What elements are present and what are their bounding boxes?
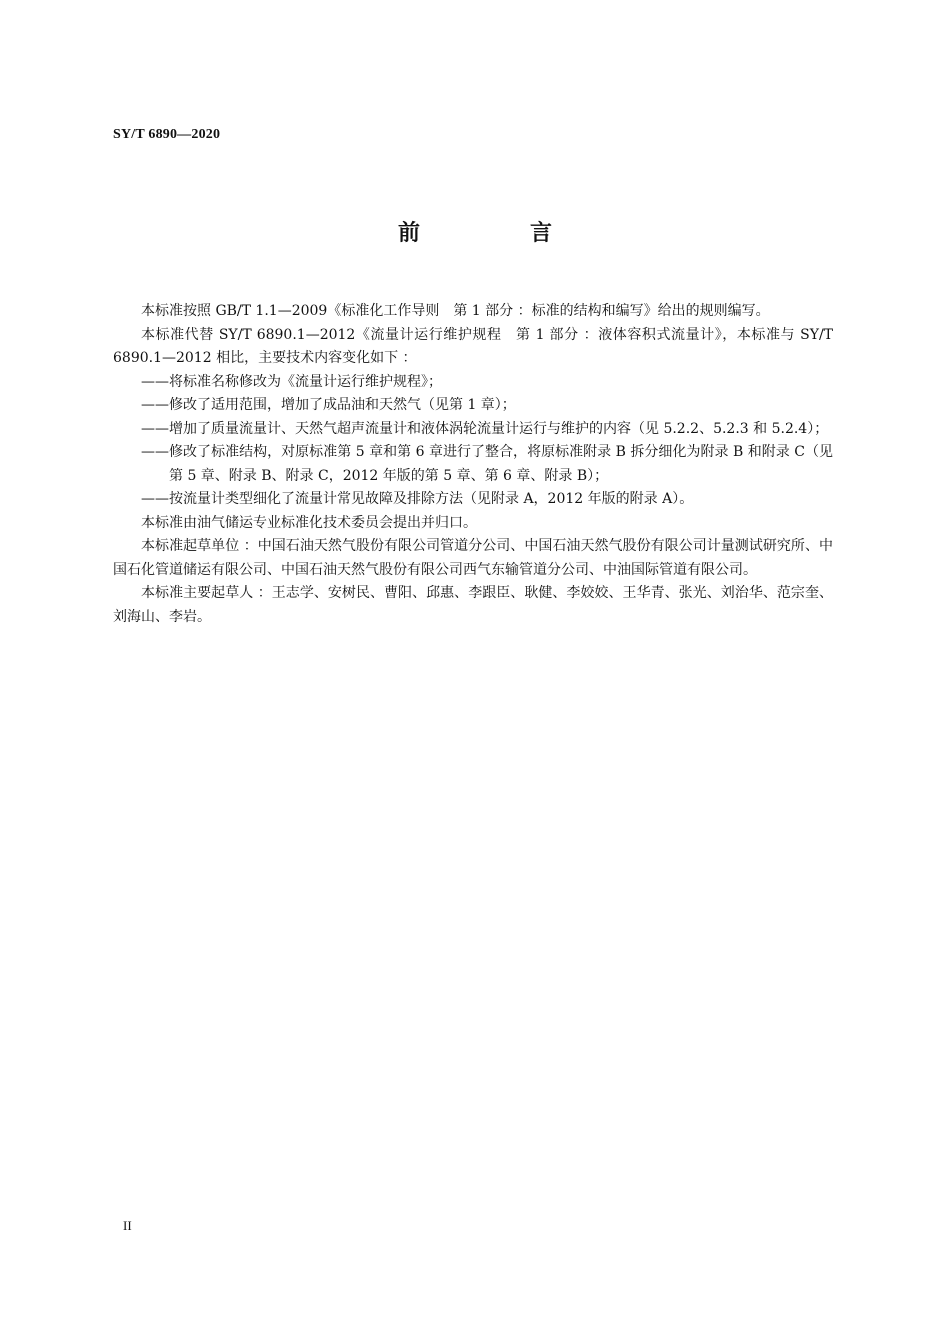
paragraph-drafting-rules: 本标准按照 GB/T 1.1—2009《标准化工作导则 第 1 部分 ：标准的结构和编写》给出的规则编写。 <box>141 303 770 319</box>
paragraph-replacement: 本标准代替 SY/T 6890.1—2012《流量计运行维护规程 第 1 部分 ：液体容积式流量计》，本标准与 SY/T 6890.1—2012 相比，主要技术内容变化如下 ： <box>113 326 833 366</box>
change-item: ——将标准名称修改为《流量计运行维护规程》； <box>141 373 442 390</box>
paragraph-proposer: 本标准由油气储运专业标准化技术委员会提出并归口。 <box>141 514 477 531</box>
page-title: 前 言 <box>397 221 596 246</box>
standard-code: SY/T 6890—2020 <box>113 127 221 142</box>
change-item: ——按流量计类型细化了流量计常见故障及排除方法（见附录 A，2012 年版的附录 A）。 <box>141 491 694 507</box>
paragraph-drafting-units: 本标准起草单位 ：中国石油天然气股份有限公司管道分公司、中国石油天然气股份有限公司计量测试研究所、中国石化管道储运有限公司、中国石油天然气股份有限公司西气东输管道分公司、中油国际管道有限公司。 <box>113 538 833 578</box>
paragraph-drafters: 本标准主要起草人 ：王志学、安树民、曹阳、邱惠、李跟臣、耿健、李姣姣、王华青、张光、刘治华、范宗奎、刘海山、李岩。 <box>113 585 833 625</box>
page-number: II <box>123 1218 132 1233</box>
change-item: ——修改了适用范围，增加了成品油和天然气（见第 1 章）； <box>141 397 516 413</box>
change-item: ——增加了质量流量计、天然气超声流量计和液体涡轮流量计运行与维护的内容（见 5.2.2、5.2.3 和 5.2.4）； <box>141 420 829 437</box>
change-item: ——修改了标准结构，对原标准第 5 章和第 6 章进行了整合，将原标准附录 B 拆分细化为附录 B 和附录 C（见第 5 章、附录 B、附录 C，2012 年版的第 5 章、第 6 章、附录 B）； <box>141 444 833 484</box>
foreword-body <box>113 300 833 629</box>
